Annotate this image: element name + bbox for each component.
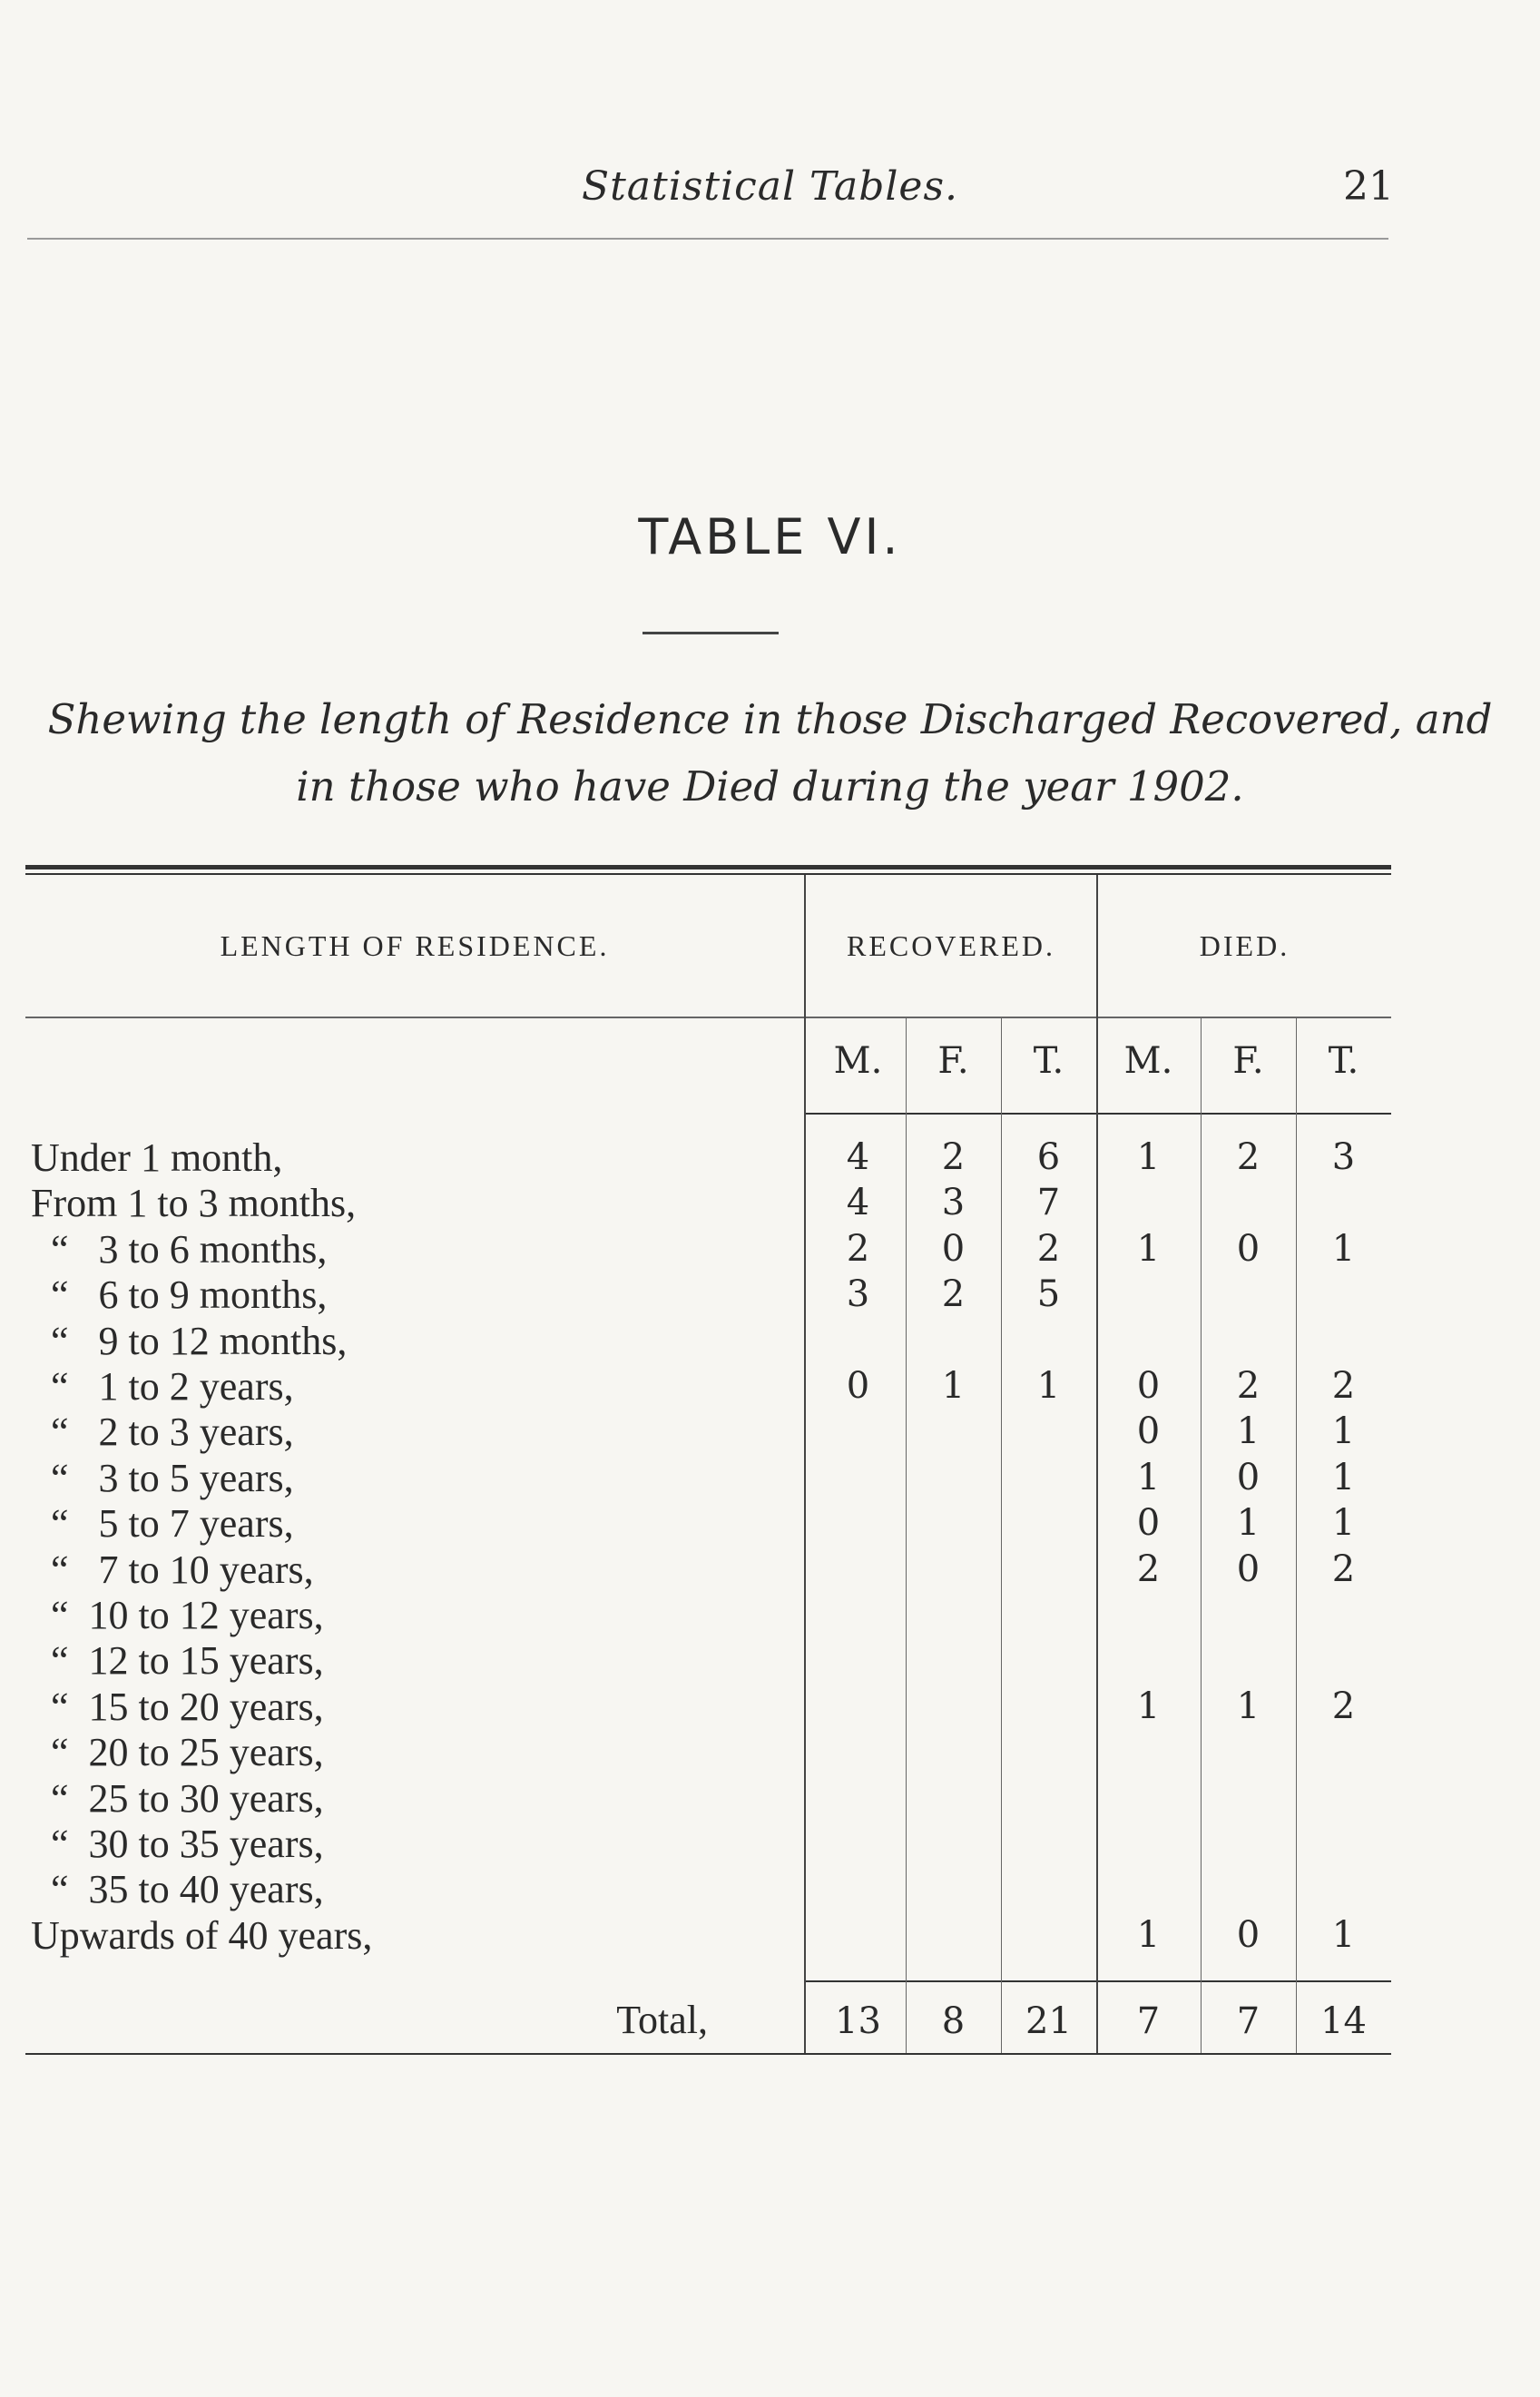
row-label: “ 2 to 3 years, — [31, 1410, 294, 1454]
table-subtitle-line1: Shewing the length of Residence in those Discharged Recovered, and — [47, 695, 1493, 743]
row-label: From 1 to 3 months, — [31, 1181, 357, 1225]
table-cell: 6 — [1036, 1136, 1061, 1178]
table-cell: 3 — [1331, 1136, 1356, 1178]
table-cell: 0 — [1236, 1457, 1260, 1498]
table-cell: 2 — [846, 1228, 870, 1270]
table-cell: 2 — [1331, 1548, 1356, 1590]
total-cell: 8 — [941, 2000, 966, 2042]
table-cell: 1 — [1331, 1228, 1356, 1270]
column-header: M. — [833, 1040, 883, 1082]
column-header: T. — [1033, 1040, 1064, 1082]
table-cell: 2 — [1136, 1548, 1161, 1590]
row-label: “ 10 to 12 years, — [31, 1593, 324, 1637]
table-cell: 0 — [1236, 1914, 1260, 1956]
column-header: M. — [1123, 1040, 1173, 1082]
row-label: “ 6 to 9 months, — [31, 1272, 328, 1317]
header-rule — [27, 238, 1388, 240]
recovered-died-divider — [1096, 875, 1098, 2053]
table-cell: 1 — [1331, 1914, 1356, 1956]
row-label: Under 1 month, — [31, 1135, 283, 1180]
table-cell: 1 — [1236, 1685, 1260, 1727]
table-cell: 1 — [1331, 1502, 1356, 1544]
table-cell: 1 — [1331, 1457, 1356, 1498]
table-cell: 3 — [846, 1273, 870, 1315]
total-cell: 7 — [1236, 2000, 1260, 2042]
table-cell: 0 — [1136, 1410, 1161, 1452]
table-top-rule-thick — [25, 865, 1391, 869]
row-label: “ 25 to 30 years, — [31, 1776, 324, 1821]
recovered-header: RECOVERED. — [847, 929, 1055, 962]
table-title: TABLE VI. — [638, 508, 902, 565]
column-header: F. — [937, 1040, 969, 1082]
row-label: “ 20 to 25 years, — [31, 1730, 324, 1774]
column-header: F. — [1232, 1040, 1264, 1082]
residence-divider — [804, 875, 806, 2053]
table-cell: 1 — [1236, 1410, 1260, 1452]
table-cell: 2 — [1236, 1365, 1260, 1407]
table-subtitle-line2: in those who have Died during the year 1902. — [296, 762, 1244, 810]
title-rule — [642, 632, 779, 634]
table-cell: 1 — [1136, 1685, 1161, 1727]
table-cell: 4 — [846, 1182, 870, 1223]
table-cell: 2 — [1236, 1136, 1260, 1178]
column-header: T. — [1328, 1040, 1359, 1082]
row-label: Upwards of 40 years, — [31, 1913, 373, 1958]
table-top-rule-thin — [25, 873, 1391, 875]
table-cell: 1 — [1331, 1410, 1356, 1452]
total-top-rule — [806, 1980, 1391, 1982]
table-cell: 4 — [846, 1136, 870, 1178]
row-label: “ 30 to 35 years, — [31, 1822, 324, 1866]
table-cell: 1 — [1136, 1457, 1161, 1498]
group-header-bottom-rule — [25, 1017, 1391, 1018]
table-cell: 1 — [941, 1365, 966, 1407]
page-number: 21 — [1343, 163, 1394, 210]
table-cell: 7 — [1036, 1182, 1061, 1223]
row-label: “ 7 to 10 years, — [31, 1547, 314, 1592]
table-cell: 2 — [941, 1273, 966, 1315]
table-cell: 1 — [1136, 1228, 1161, 1270]
table-cell: 0 — [1136, 1502, 1161, 1544]
total-cell: 7 — [1136, 2000, 1161, 2042]
table-cell: 1 — [1136, 1914, 1161, 1956]
length-of-residence-header: LENGTH OF RESIDENCE. — [220, 929, 610, 962]
row-label: “ 3 to 6 months, — [31, 1227, 328, 1272]
table-cell: 2 — [1036, 1228, 1061, 1270]
row-label: “ 15 to 20 years, — [31, 1685, 324, 1729]
table-cell: 1 — [1236, 1502, 1260, 1544]
row-label: “ 35 to 40 years, — [31, 1867, 324, 1911]
total-label: Total, — [616, 1998, 708, 2042]
total-cell: 14 — [1320, 2000, 1367, 2042]
table-cell: 5 — [1036, 1273, 1061, 1315]
table-cell: 2 — [1331, 1365, 1356, 1407]
table-cell: 1 — [1036, 1365, 1061, 1407]
table-cell: 2 — [941, 1136, 966, 1178]
table-cell: 0 — [846, 1365, 870, 1407]
total-cell: 13 — [835, 2000, 881, 2042]
table-cell: 0 — [1236, 1548, 1260, 1590]
died-header: DIED. — [1199, 929, 1290, 962]
row-label: “ 1 to 2 years, — [31, 1364, 294, 1409]
table-cell: 2 — [1331, 1685, 1356, 1727]
table-cell: 0 — [1236, 1228, 1260, 1270]
total-cell: 21 — [1025, 2000, 1072, 2042]
table-cell: 1 — [1136, 1136, 1161, 1178]
row-label: “ 5 to 7 years, — [31, 1501, 294, 1546]
table-bottom-rule — [25, 2053, 1391, 2055]
table-cell: 0 — [941, 1228, 966, 1270]
table-cell: 0 — [1136, 1365, 1161, 1407]
column-header-bottom-rule — [806, 1113, 1391, 1115]
row-label: “ 9 to 12 months, — [31, 1319, 348, 1363]
row-label: “ 12 to 15 years, — [31, 1638, 324, 1683]
table-cell: 3 — [941, 1182, 966, 1223]
row-label: “ 3 to 5 years, — [31, 1456, 294, 1500]
running-title: Statistical Tables. — [581, 163, 959, 210]
